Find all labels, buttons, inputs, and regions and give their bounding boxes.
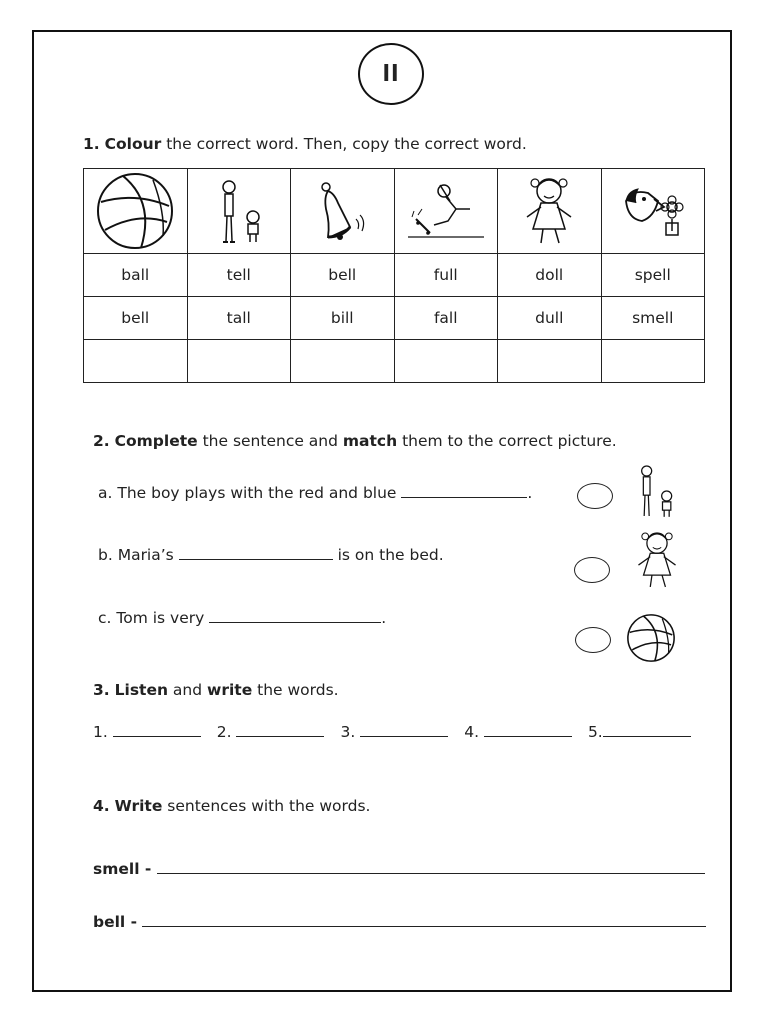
doll-match-picture (630, 528, 684, 592)
listen-item-blank[interactable] (484, 722, 572, 737)
word-table (83, 168, 705, 383)
section-1-heading (83, 135, 527, 153)
sentence-a-blank[interactable] (401, 483, 527, 498)
answer-cell[interactable] (601, 340, 705, 383)
match-oval-a[interactable] (577, 483, 613, 509)
section-4-number: 4. (93, 797, 110, 815)
listen-item-blank[interactable] (236, 722, 324, 737)
sentence-c-text: c. Tom is very (98, 609, 210, 627)
section-3-instruction-mid: and (168, 681, 208, 699)
sentence-a-text: a. The boy plays with the red and blue (98, 484, 402, 502)
word-cell[interactable]: spell (601, 254, 705, 297)
word-cell[interactable]: smell (601, 297, 705, 340)
ball-picture-cell (84, 169, 188, 254)
word-cell[interactable]: bell (84, 297, 188, 340)
word-cell[interactable]: tall (187, 297, 291, 340)
answer-cell[interactable] (394, 340, 498, 383)
write-line-smell[interactable] (157, 859, 705, 874)
falling-picture-cell (394, 169, 498, 254)
match-oval-b[interactable] (574, 557, 610, 583)
listen-item (340, 722, 448, 741)
section-3-number: 3. (93, 681, 110, 699)
section-2-number: 2. (93, 432, 110, 450)
sentence-c (98, 608, 386, 627)
bell-picture (312, 179, 372, 243)
word-cell[interactable]: full (394, 254, 498, 297)
word-cell[interactable]: bill (291, 297, 395, 340)
answer-cell[interactable] (84, 340, 188, 383)
write-row-smell (93, 859, 705, 878)
word-cell[interactable]: bell (291, 254, 395, 297)
section-3-instruction-rest: the words. (252, 681, 339, 699)
falling-person-picture (404, 179, 488, 243)
listen-item-number: 3. (340, 723, 356, 741)
section-2-heading (93, 432, 617, 450)
sentence-a-end: . (527, 484, 533, 502)
listen-item-blank[interactable] (603, 722, 691, 737)
section-2-keyword-match: match (342, 432, 398, 450)
write-word-smell: smell - (93, 860, 152, 878)
word-cell[interactable]: dull (498, 297, 602, 340)
section-3-keyword-listen: Listen (114, 681, 168, 699)
listen-item (217, 722, 325, 741)
section-2-instruction-rest: them to the correct picture. (397, 432, 617, 450)
listen-item-blank[interactable] (113, 722, 201, 737)
sound-badge: ll (358, 43, 424, 105)
write-word-bell: bell - (93, 913, 138, 931)
listen-item (464, 722, 572, 741)
listen-item-blank[interactable] (360, 722, 448, 737)
section-3-heading (93, 681, 339, 699)
word-cell[interactable]: doll (498, 254, 602, 297)
sentence-b-end: is on the bed. (332, 546, 444, 564)
word-cell[interactable]: tell (187, 254, 291, 297)
write-line-bell[interactable] (142, 912, 706, 927)
tall-and-small-match-picture (630, 455, 680, 527)
smell-picture-cell (601, 169, 705, 254)
sentence-c-end: . (381, 609, 387, 627)
section-3-keyword-write: write (207, 681, 253, 699)
section-2-keyword-complete: Complete (114, 432, 198, 450)
sentence-b-text: b. Maria’s (98, 546, 179, 564)
listen-answer-row (93, 722, 691, 741)
section-4-keyword: Write (114, 797, 163, 815)
sentence-b (98, 545, 444, 564)
listen-item (93, 722, 201, 741)
section-2-instruction-mid: the sentence and (197, 432, 343, 450)
bell-picture-cell (291, 169, 395, 254)
answer-cell[interactable] (291, 340, 395, 383)
tall-small-picture-cell (187, 169, 291, 254)
match-oval-c[interactable] (575, 627, 611, 653)
listen-item-number: 4. (464, 723, 479, 741)
doll-picture-cell (498, 169, 602, 254)
listen-item (588, 722, 691, 741)
ball-picture (95, 172, 175, 250)
section-1-instruction: the correct word. Then, copy the correct word. (161, 135, 527, 153)
doll-picture (519, 173, 579, 249)
sentence-c-blank[interactable] (209, 608, 381, 623)
word-cell[interactable]: fall (394, 297, 498, 340)
listen-item-number: 2. (216, 723, 232, 741)
sentence-b-blank[interactable] (179, 545, 333, 560)
section-4-heading (93, 797, 370, 815)
write-row-bell (93, 912, 706, 931)
listen-item-number: 1. (93, 723, 108, 741)
answer-cell[interactable] (187, 340, 291, 383)
word-cell[interactable]: ball (84, 254, 188, 297)
sentence-a (98, 483, 532, 502)
section-1-number: 1. (83, 135, 100, 153)
section-4-instruction: sentences with the words. (162, 797, 371, 815)
ball-match-picture (626, 613, 676, 663)
tall-and-small-people-picture (209, 175, 269, 247)
smelling-flower-picture (618, 181, 688, 241)
listen-item-number: 5. (587, 723, 603, 741)
section-1-keyword: Colour (104, 135, 162, 153)
answer-cell[interactable] (498, 340, 602, 383)
